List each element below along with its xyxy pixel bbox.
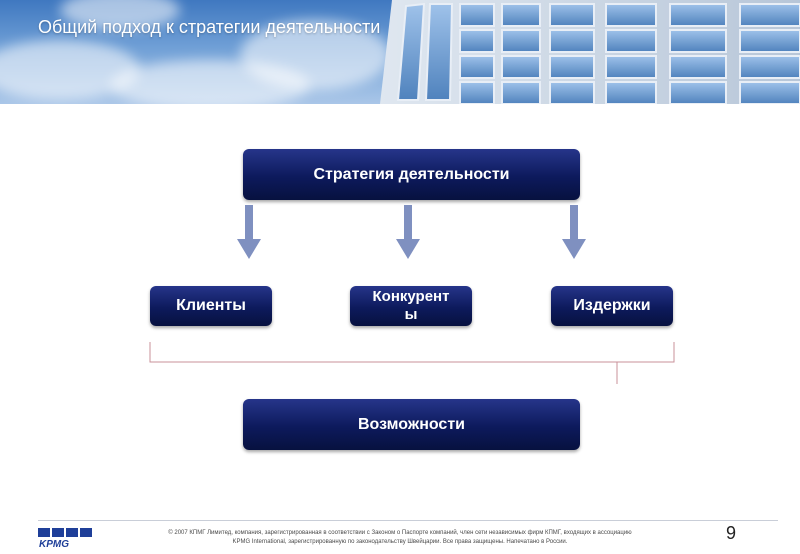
legal-line: © 2007 КПМГ Лимитед, компания, зарегистрированная в соответствии с Законом о Паспорте компаний, член сети независимых фирм КПМГ, входящих в ассоциацию [168,530,632,536]
page-number: 9 [725,523,736,543]
legal-notice [130,529,670,547]
svg-text:KPMG: KPMG [39,539,69,548]
footer-divider [38,520,778,521]
factor-label: Издержки [573,297,651,314]
bracket-connector [149,340,675,385]
header-banner [0,0,800,104]
arrow-down-icon [237,205,261,261]
kpmg-logo [38,528,94,548]
opportunities-label: Возможности [358,415,465,433]
arrow-down-icon [396,205,420,261]
arrow-down-icon [562,205,586,261]
factor-box-competitors [350,286,472,326]
factor-box-costs [551,286,673,326]
strategy-box [243,149,580,200]
strategy-label: Стратегия деятельности [313,165,510,183]
legal-line: KPMG International, зарегистрированную по законодательству Швейцарии. Все права защищены. Напечатано в России. [232,539,568,545]
factor-label: Конкурент ы [372,288,450,323]
opportunities-box [243,399,580,450]
slide-title: Общий подход к стратегии деятельности [38,17,381,37]
factor-label: Клиенты [176,297,246,314]
ghost-artifact-left [96,104,376,126]
building-image [380,0,800,104]
factor-box-clients [150,286,272,326]
